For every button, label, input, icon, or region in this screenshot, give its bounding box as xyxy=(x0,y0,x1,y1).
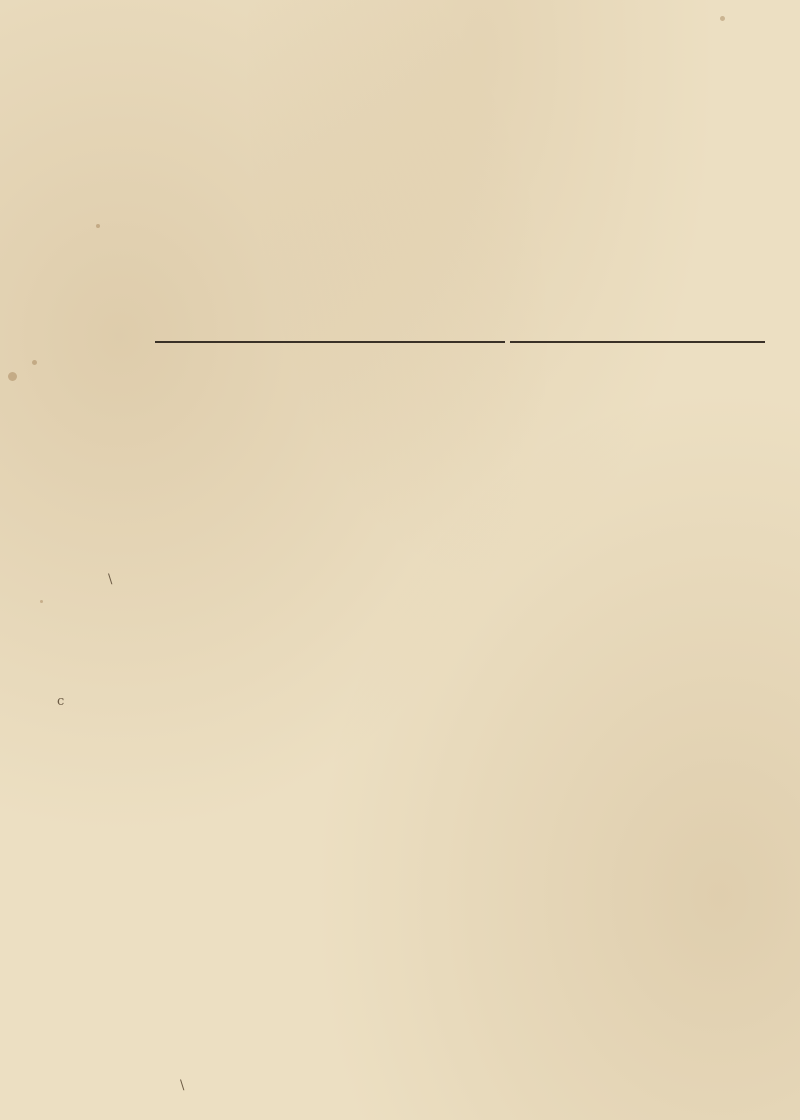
chapter-rule xyxy=(155,341,765,345)
foxing-spot xyxy=(96,224,100,228)
rule-right xyxy=(510,341,765,343)
first-paragraph xyxy=(196,485,770,538)
foxing-spot xyxy=(32,360,37,365)
chapter-subtitle-line-2 xyxy=(150,434,770,460)
chapter-subtitle-line-1 xyxy=(150,408,770,434)
foxing-spot xyxy=(40,600,43,603)
foxing-spot xyxy=(8,372,17,381)
gutter-mark: \ xyxy=(108,572,113,587)
rule-left xyxy=(155,341,505,343)
page-header xyxy=(0,34,800,64)
gutter-mark: c xyxy=(57,694,65,709)
foxing-spot xyxy=(720,16,725,21)
text-line xyxy=(196,485,770,512)
text-line xyxy=(196,512,770,539)
gutter-mark: \ xyxy=(180,1078,185,1093)
